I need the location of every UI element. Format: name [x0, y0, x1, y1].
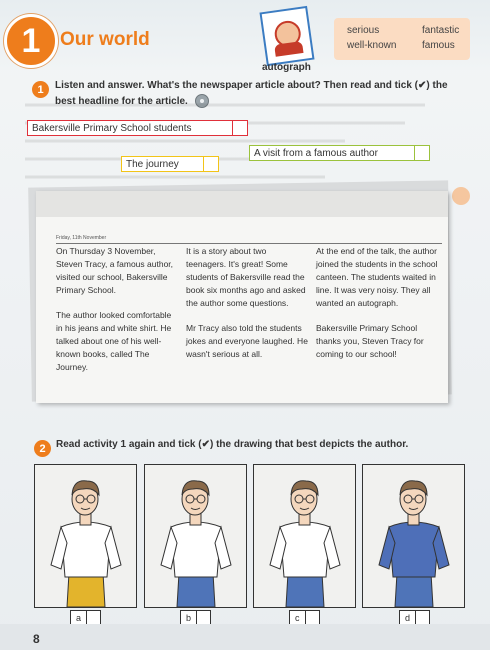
author-figure-icon	[35, 465, 136, 607]
autograph-picture	[259, 6, 314, 66]
article-column-3	[316, 245, 440, 373]
activity-2-instruction: Read activity 1 again and tick (✔) the drawing that best depicts the author.	[56, 439, 409, 450]
author-figure-icon	[254, 465, 355, 607]
instruction-line: Listen and answer. What's the newspaper article about? Then read and tick (✔) the	[55, 80, 448, 91]
vocabulary-box	[334, 18, 470, 60]
article-paragraph: Bakersville Primary School thanks you, Steven Tracy for coming to our school!	[316, 323, 424, 359]
headline-option-3	[121, 156, 204, 172]
drawing-d	[362, 464, 465, 608]
vocab-word: well-known	[347, 40, 397, 51]
instruction-line: best headline for the article.	[55, 96, 188, 107]
page-number: 8	[33, 632, 40, 646]
article-paragraph: It is a story about two teenagers. It's great! Some students of Bakersville read the book six months ago and asked the author some questions.	[186, 246, 306, 308]
headline-text: The journey	[126, 158, 179, 170]
author-figure-icon	[145, 465, 246, 607]
activity-2-number: 2	[34, 440, 51, 457]
author-figure-icon	[363, 465, 464, 607]
drawing-c	[253, 464, 356, 608]
headline-tick-box-1[interactable]	[232, 120, 248, 136]
footer-band	[0, 624, 490, 650]
article-paragraph: On Thursday 3 November, Steven Tracy, a famous author, visited our school, Bakersville Primary School.	[56, 246, 174, 295]
headline-tick-box-2[interactable]	[414, 145, 430, 161]
headline-text: Bakersville Primary School students	[32, 122, 192, 134]
article-paragraph: The author looked comfortable in his jeans and white shirt. He talked about one of his well-known books, called The Journey.	[56, 310, 172, 372]
headline-option-1	[27, 120, 233, 136]
headline-option-2	[249, 145, 415, 161]
answer-letter: a	[76, 613, 82, 623]
drawing-b	[144, 464, 247, 608]
vocab-word: famous	[422, 40, 455, 51]
answer-letter: d	[405, 613, 411, 623]
article-date: Friday, 11th November	[56, 235, 107, 241]
unit-title: Our world	[60, 29, 150, 50]
portrait-body-icon	[274, 41, 303, 57]
article-masthead	[36, 191, 448, 217]
newspaper-article	[36, 191, 448, 403]
article-paragraph: Mr Tracy also told the students jokes and everyone laughed. He wasn't serious at all.	[186, 323, 308, 359]
article-column-1	[56, 245, 178, 386]
vocab-word: fantastic	[422, 25, 460, 36]
picture-label: autograph	[262, 62, 311, 73]
article-paragraph: At the end of the talk, the author joined the students in the school canteen. The students waited in line. It was very noisy. They all wanted an autograph.	[316, 246, 438, 308]
answer-letter: b	[186, 613, 192, 623]
drawing-a	[34, 464, 137, 608]
article-rule	[56, 243, 442, 244]
vocab-word: serious	[347, 25, 380, 36]
activity-1-number: 1	[32, 81, 49, 98]
article-column-2	[186, 245, 308, 373]
answer-letter: c	[295, 613, 300, 623]
decorative-circle	[452, 187, 470, 205]
headline-tick-box-3[interactable]	[203, 156, 219, 172]
unit-number-badge: 1	[4, 14, 58, 68]
headline-text: A visit from a famous author	[254, 147, 378, 159]
